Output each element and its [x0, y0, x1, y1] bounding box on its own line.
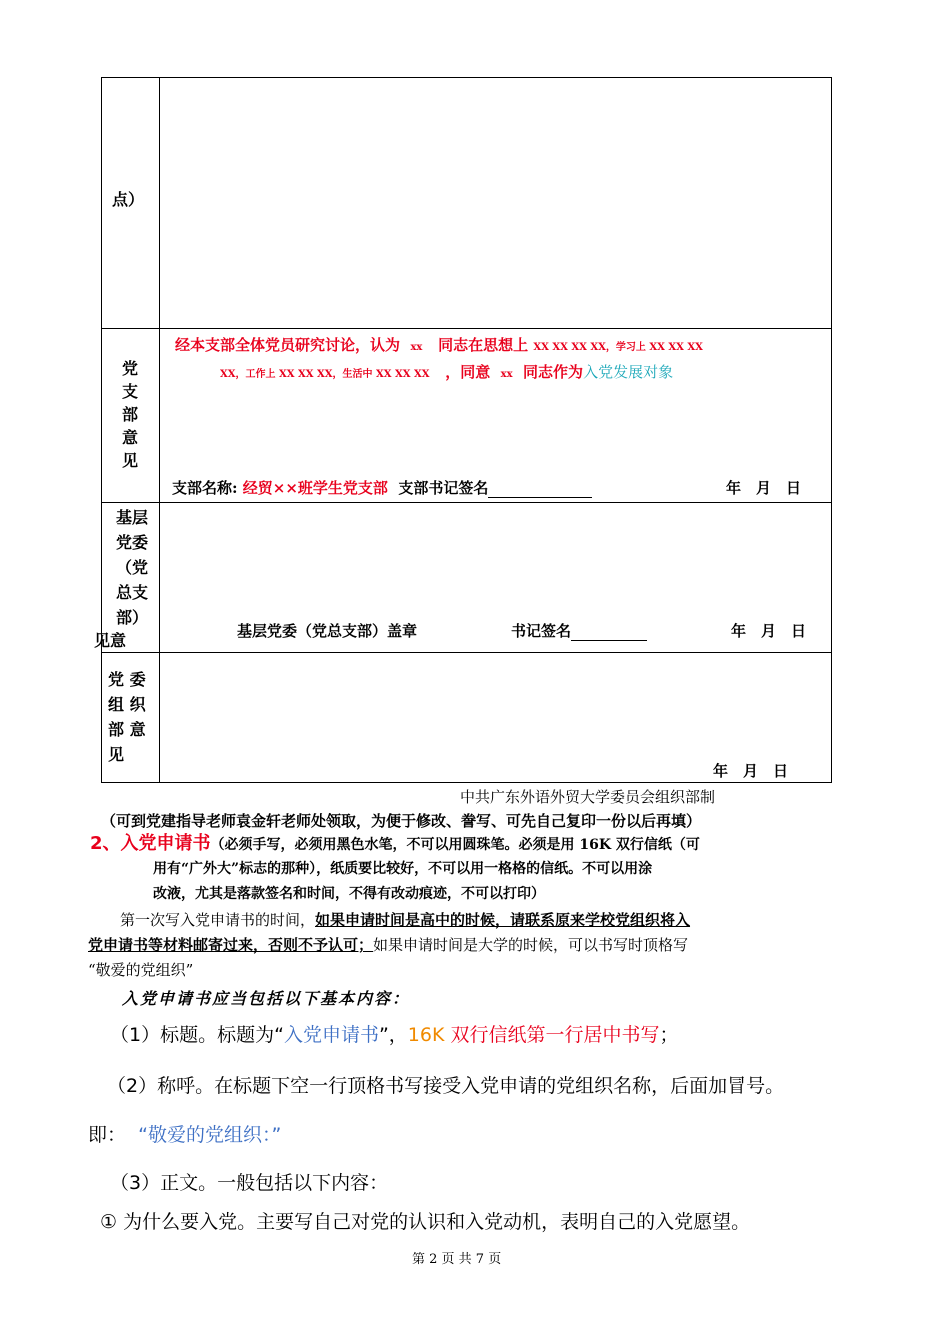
- grassroots-label-tail: 见意: [94, 631, 127, 650]
- grassroots-date: 年 月 日: [731, 622, 807, 640]
- branch-date: 年 月 日: [726, 479, 802, 497]
- branch-name-line: 支部名称: 经贸××班学生党支部 支部书记签名: [172, 477, 592, 498]
- salutation-example: 即： “敬爱的党组织：”: [88, 1124, 282, 1146]
- grassroots-signature-line: [571, 624, 647, 641]
- content-heading: 入党申请书应当包括以下基本内容：: [122, 989, 411, 1008]
- row1-content-cell: [160, 78, 832, 329]
- branch-opinion-cell: [160, 329, 832, 503]
- item2-line2: 用有“广外大”标志的那种），纸质要比较好，不可以用一格格的信纸。不可以用涂: [153, 861, 653, 877]
- branch-opinion-label: 党 支 部 意 见: [121, 359, 138, 470]
- org-opinion-cell: [160, 653, 832, 783]
- pickup-note: （可到党建指导老师袁金轩老师处领取，为便于修改、誊写、可先自己复印一份以后再填）: [101, 812, 702, 830]
- item2-line3: 改液，尤其是落款签名和时间，不得有改动痕迹，不可以打印）: [153, 886, 545, 902]
- item2-heading: 2、入党申请书: [90, 833, 211, 854]
- grassroots-secretary: 书记签名: [511, 620, 647, 641]
- item2-line1: （必须手写，必须用黑色水笔，不可以用圆珠笔。必须是用 16K 双行信纸（可: [210, 837, 700, 853]
- page-footer: 第 2 页 共 7 页: [412, 1252, 502, 1267]
- item2-block: [90, 832, 870, 907]
- branch-opinion-text: 经本支部全体党员研究讨论，认为 xx 同志在思想上 XX XX XX XX，学习上 XX XX XX XX，工作上 XX XX XX，生活中 XX XX XX ，同意 xx 同志作为入党发展对象: [175, 336, 703, 381]
- section-salutation: （2）称呼。在标题下空一行顶格书写接受入党申请的党组织名称，后面加冒号。: [107, 1075, 785, 1097]
- grassroots-stamp: 基层党委（党总支部）盖章: [237, 622, 418, 640]
- grassroots-label-cell: [94, 503, 160, 653]
- section-title: （1）标题。标题为“入党申请书”，16K 双行信纸第一行居中书写；: [110, 1024, 679, 1046]
- first-application-paragraph: 第一次写入党申请书的时间，如果申请时间是高中的时候，请联系原来学校党组织将入 党申请书等材料邮寄过来，否则不予认可；如果申请时间是大学的时候，可以书写时顶格写 “敬爱的党组织”: [88, 911, 691, 979]
- maker-line: 中共广东外语外贸大学委员会组织部制: [460, 788, 716, 806]
- row1-label: 点）: [112, 190, 145, 209]
- org-date: 年 月 日: [713, 762, 789, 780]
- section-body: （3）正文。一般包括以下内容：: [110, 1172, 389, 1194]
- org-label-cell: [102, 653, 160, 783]
- branch-secretary-signature-line: [488, 481, 592, 498]
- application-form-table: [94, 77, 832, 783]
- grassroots-opinion-cell: [160, 503, 832, 653]
- org-dept-opinion-label: 党 委 组 织 部 意 见: [108, 670, 146, 764]
- body-point-1: ① 为什么要入党。主要写自己对党的认识和入党动机，表明自己的入党愿望。: [100, 1211, 751, 1233]
- grassroots-opinion-label: 基层 党委 （党 总支 部）: [115, 508, 148, 627]
- branch-label-cell: [102, 329, 160, 503]
- row1-label-cell: [102, 78, 160, 329]
